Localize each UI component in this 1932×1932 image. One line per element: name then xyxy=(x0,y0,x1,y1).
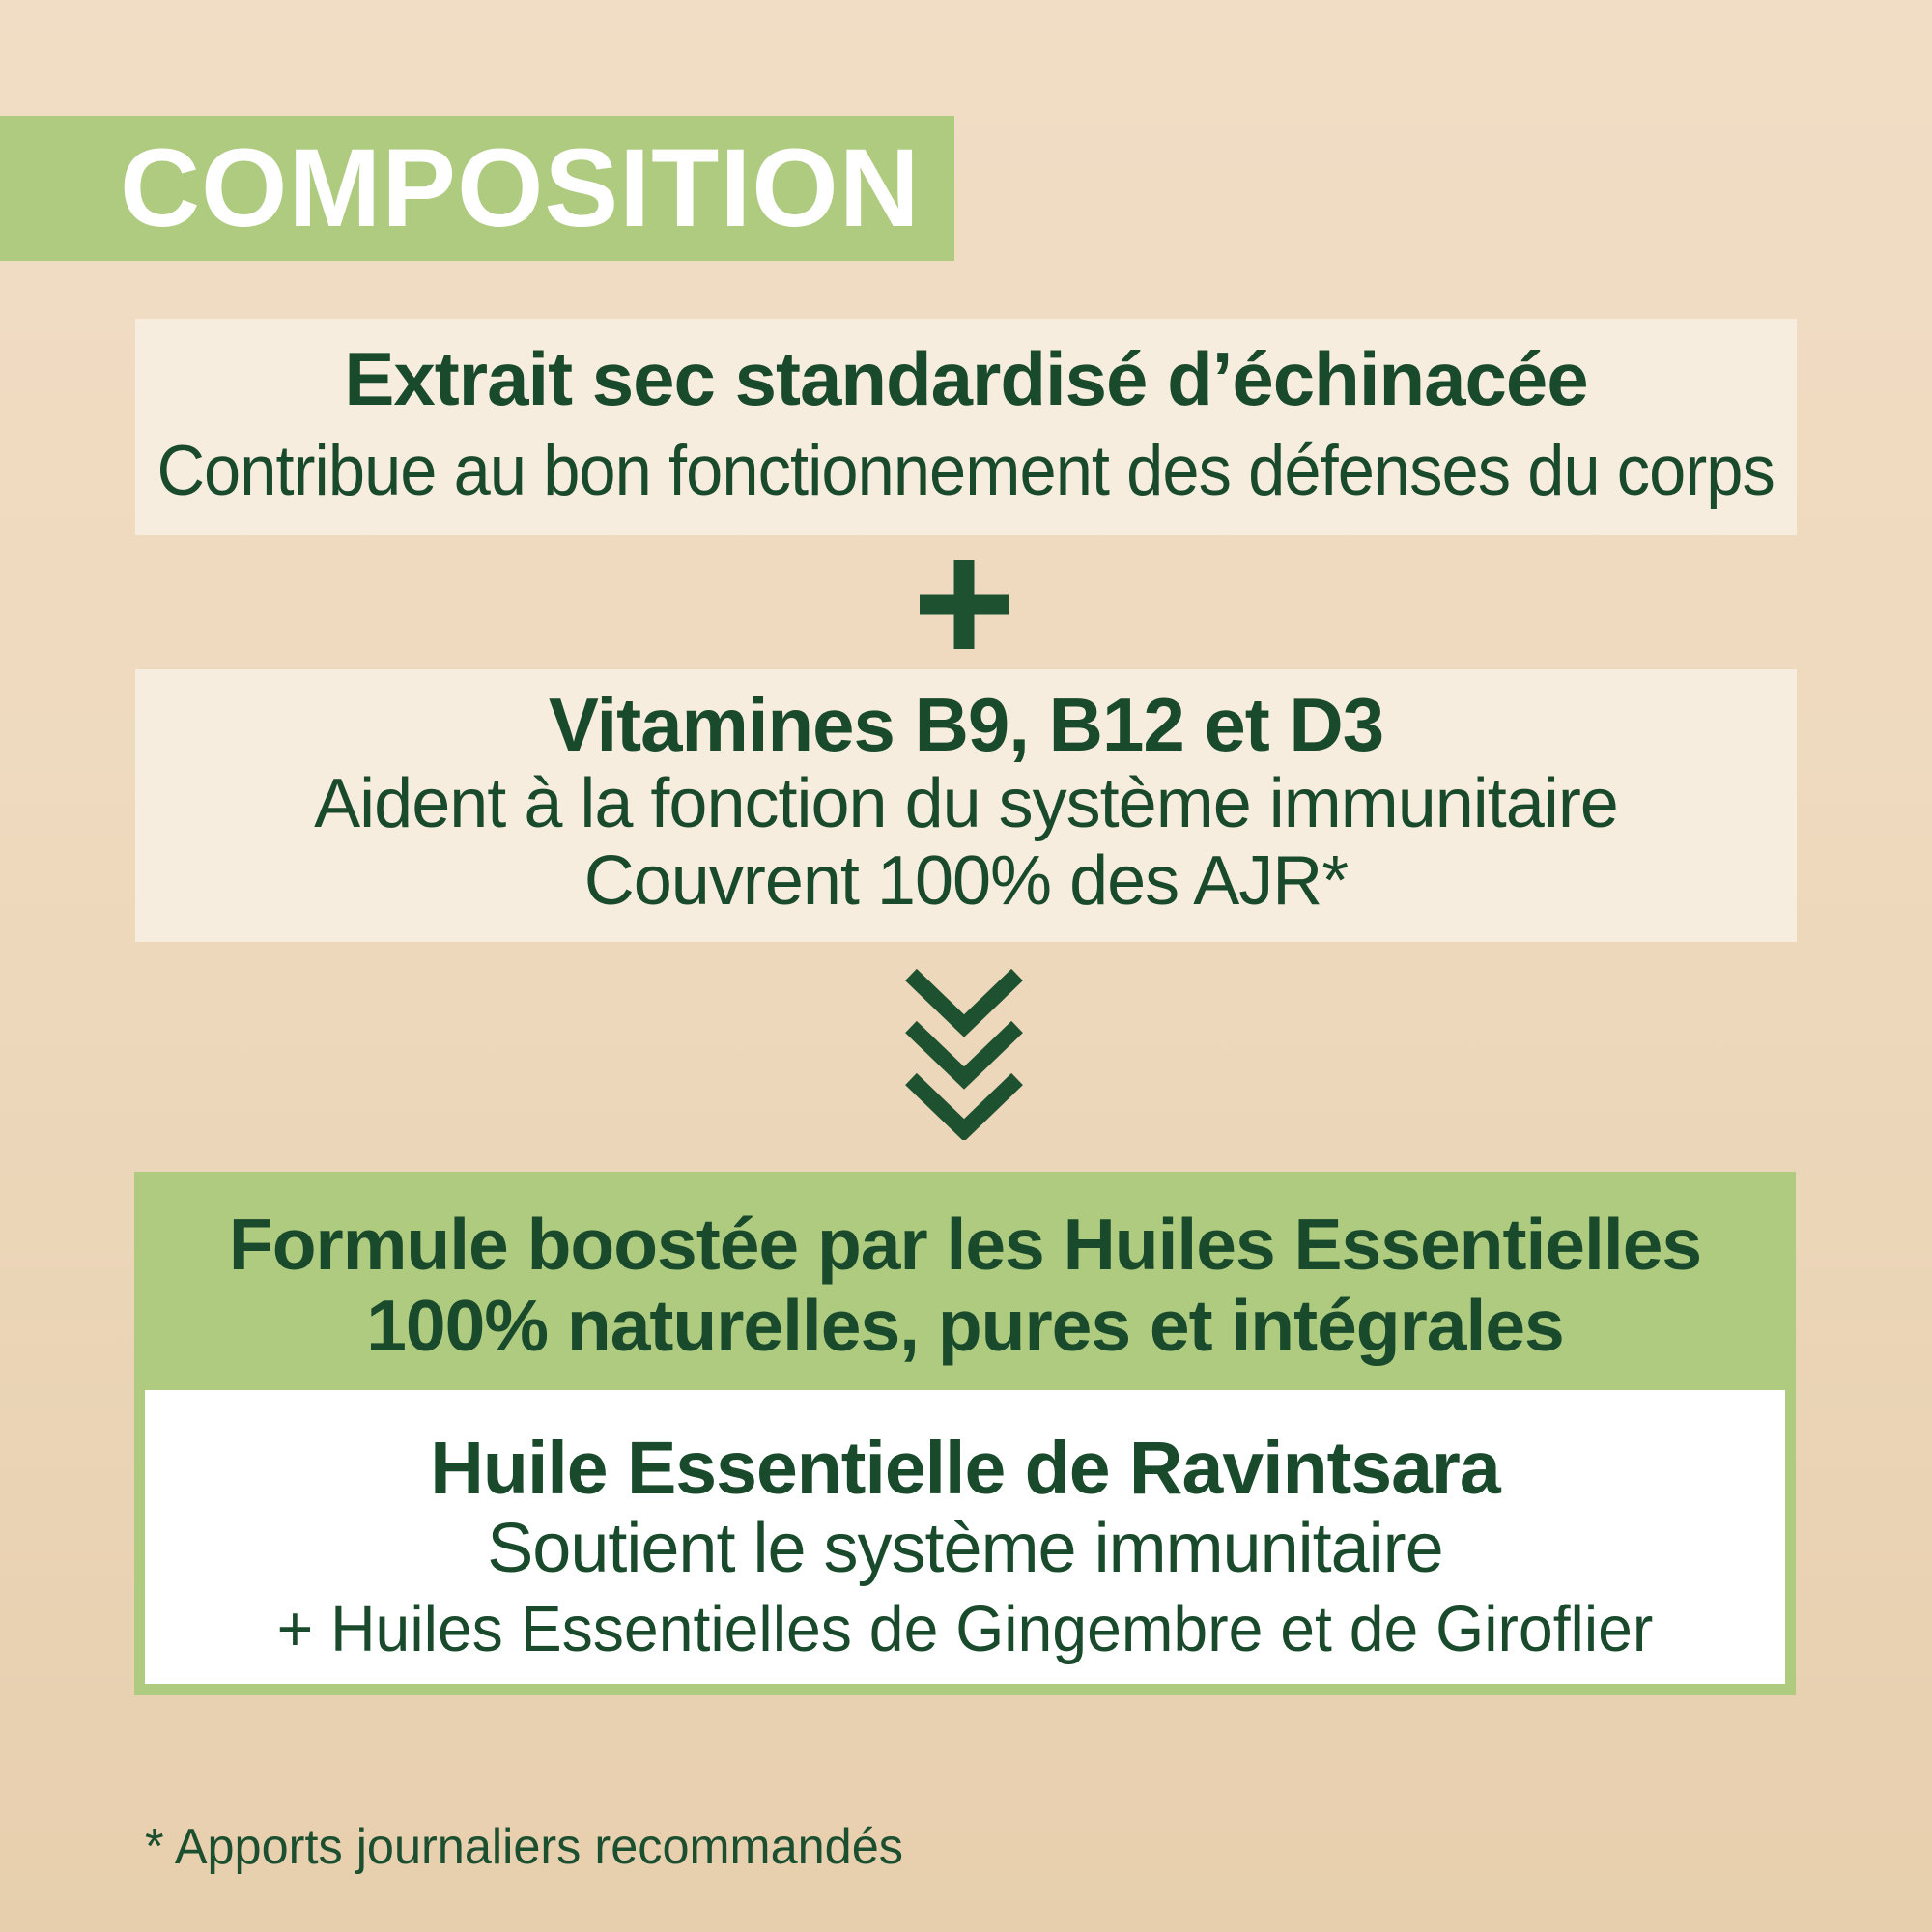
formula-card xyxy=(134,1172,1796,1695)
ravintsara-line2: + Huiles Essentielles de Gingembre et de Giroflier xyxy=(276,1593,1654,1665)
formula-detail-card xyxy=(145,1390,1785,1684)
ravintsara-title: Huile Essentielle de Ravintsara xyxy=(430,1427,1500,1510)
plus-icon xyxy=(920,560,1009,649)
formula-heading-line1: Formule boostée par les Huiles Essentielles xyxy=(228,1204,1702,1285)
ingredient-card-vitamins xyxy=(135,669,1797,942)
page-title: COMPOSITION xyxy=(120,127,921,250)
vitamins-line1: Aident à la fonction du système immunitaire xyxy=(314,765,1618,842)
header-band xyxy=(0,116,954,261)
echinacea-description: Contribue au bon fonctionnement des défenses du corps xyxy=(156,432,1776,510)
vitamins-title: Vitamines B9, B12 et D3 xyxy=(548,682,1384,767)
vitamins-line2: Couvrent 100% des AJR* xyxy=(583,842,1349,920)
formula-heading-line2: 100% naturelles, pures et intégrales xyxy=(366,1285,1564,1366)
footnote: * Apports journaliers recommandés xyxy=(145,1819,904,1875)
echinacea-title: Extrait sec standardisé d’échinacée xyxy=(344,336,1588,421)
triple-chevron-down-icon xyxy=(902,966,1026,1140)
ingredient-card-echinacea xyxy=(135,319,1797,535)
ravintsara-line1: Soutient le système immunitaire xyxy=(487,1510,1443,1587)
